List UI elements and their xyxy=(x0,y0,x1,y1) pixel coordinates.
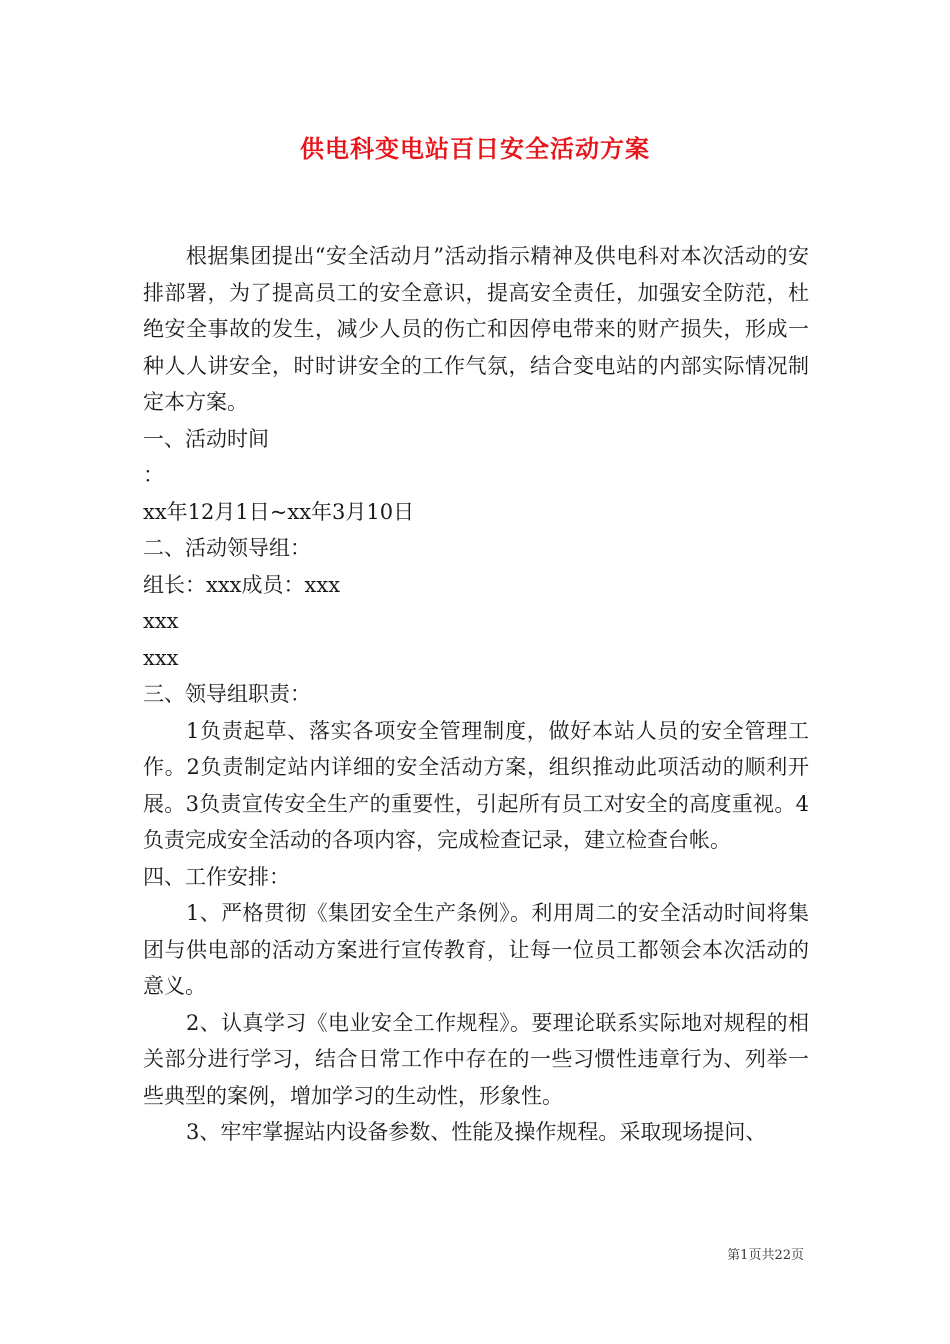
work-item-1: 1、严格贯彻《集团安全生产条例》。利用周二的安全活动时间将集团与供电部的活动方案进行宣传教育，让每一位员工都领会本次活动的意义。 xyxy=(143,901,809,998)
work-item-2: 2、认真学习《电业安全工作规程》。要理论联系实际地对规程的相关部分进行学习，结合日常工作中存在的一些习惯性违章行为、列举一些典型的案例，增加学习的生动性，形象性。 xyxy=(143,1010,809,1108)
intro-paragraph: 根据集团提出“安全活动月”活动指示精神及供电科对本次活动的安排部署，为了提高员工的安全意识，提高安全责任，加强安全防范，杜绝安全事故的发生，减少人员的伤亡和因停电带来的财产损失，形成一种人人讲安全，时时讲安全的工作气氛，结合变电站的内部实际情况制定本方案。 xyxy=(143,244,809,414)
section1-heading: 一、活动时间 xyxy=(143,426,269,451)
section2-member-3: xxx xyxy=(143,645,179,670)
work-item-3: 3、牢牢掌握站内设备参数、性能及操作规程。采取现场提问、 xyxy=(186,1120,767,1144)
document-body xyxy=(143,238,809,1151)
section3-heading: 三、领导组职责： xyxy=(143,682,311,706)
section2-heading: 二、活动领导组： xyxy=(143,536,311,560)
page-number: 第1页共22页 xyxy=(727,1248,804,1263)
section1-dates: xx年12月1日~xx年3月10日 xyxy=(143,499,415,524)
section3-body: 1负责起草、落实各项安全管理制度，做好本站人员的安全管理工作。2负责制定站内详细的安全活动方案，组织推动此项活动的顺利开展。3负责宣传安全生产的重要性，引起所有员工对安全的高度重视。4负责完成安全活动的各项内容，完成检查记录，建立检查台帐。 xyxy=(143,718,809,852)
section2-members: 组长：xxx成员：xxx xyxy=(143,572,341,597)
section4-heading: 四、工作安排： xyxy=(143,864,290,889)
document-title: 供电科变电站百日安全活动方案 xyxy=(300,134,650,163)
section2-member-2: xxx xyxy=(143,609,179,633)
section1-colon: ： xyxy=(143,463,164,487)
